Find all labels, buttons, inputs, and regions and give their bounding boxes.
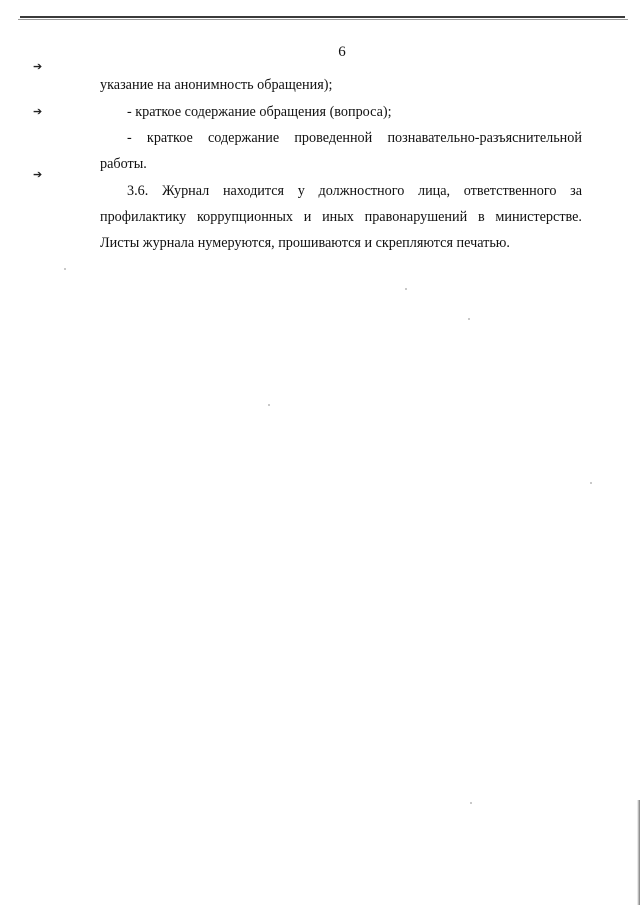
page-number: 6 — [338, 44, 346, 60]
scan-speck — [405, 288, 407, 290]
word: министерстве. — [495, 209, 582, 225]
binder-hole-mark-icon: ➔ — [33, 106, 43, 118]
word: в — [477, 209, 485, 225]
word: - — [127, 130, 132, 146]
word: Журнал — [161, 183, 210, 199]
text-line-justified — [127, 182, 582, 200]
top-scan-border-shadow — [18, 19, 628, 20]
word: ответственного — [463, 183, 557, 199]
word: проведенной — [294, 130, 373, 146]
text-line-justified — [100, 208, 582, 226]
binder-hole-mark-icon: ➔ — [33, 169, 43, 181]
scan-speck — [470, 802, 472, 804]
text-line: работы. — [100, 156, 147, 172]
scan-speck — [268, 404, 270, 406]
word: коррупционных — [196, 209, 294, 225]
scan-speck — [468, 318, 470, 320]
word: и — [303, 209, 312, 225]
word: иных — [322, 209, 354, 225]
top-scan-border — [20, 16, 625, 18]
word: профилактику — [100, 209, 187, 225]
text-line: Листы журнала нумеруются, прошиваются и скрепляются печатью. — [100, 235, 510, 251]
text-line: - краткое содержание обращения (вопроса); — [127, 104, 392, 120]
word: лица, — [417, 183, 451, 199]
word: познавательно-разъяснительной — [387, 130, 582, 146]
scan-speck — [590, 482, 592, 484]
word: находится — [222, 183, 285, 199]
word: содержание — [207, 130, 280, 146]
word: 3.6. — [127, 183, 149, 199]
word: правонарушений — [364, 209, 468, 225]
text-line: указание на анонимность обращения); — [100, 77, 333, 93]
word: краткое — [146, 130, 193, 146]
binder-hole-mark-icon: ➔ — [33, 61, 43, 73]
scan-speck — [64, 268, 66, 270]
word: у — [297, 183, 305, 199]
word: за — [570, 183, 582, 199]
word: должностного — [318, 183, 405, 199]
text-line-justified — [127, 129, 582, 147]
